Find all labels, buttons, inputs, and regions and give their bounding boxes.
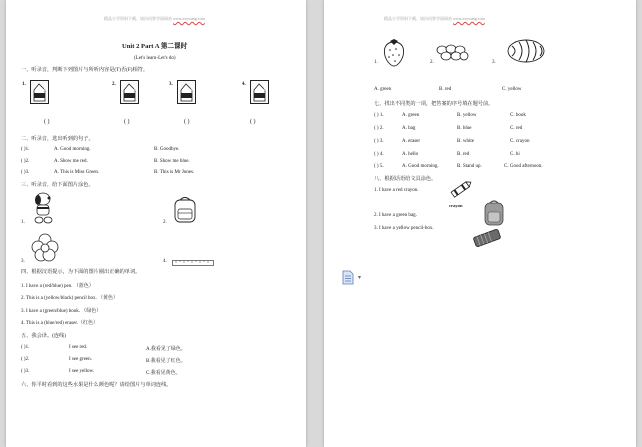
option-b: B. This is Mr Jones.	[154, 170, 195, 175]
option-a: A. Show me red.	[54, 159, 88, 164]
section-5-heading: 五、我会译。(连线)	[21, 333, 66, 339]
chevron-down-icon[interactable]: ▾	[358, 275, 362, 281]
exercise-line: 1. I have a red crayon.	[374, 188, 419, 193]
question-number: ( )2.	[21, 159, 30, 164]
document-icon[interactable]	[342, 270, 354, 290]
chinese-sentence: C.我看见黄色。	[146, 371, 181, 376]
crayon-picture	[448, 178, 474, 205]
question-number: ( )1.	[21, 147, 30, 152]
fruit-label: 1.	[374, 60, 378, 65]
section-8-heading: 八、根据话语给文具涂色。	[374, 176, 437, 182]
question-number: ( ) 3.	[374, 139, 384, 144]
question-number: ( )3.	[21, 369, 30, 374]
option-b: B. Show me blue.	[154, 159, 190, 164]
option-b: B. Stand up.	[457, 164, 482, 169]
picture-label: 4.	[163, 259, 167, 264]
header-link[interactable]: www.zxywang.com	[173, 16, 205, 21]
option-c: C. book	[510, 113, 526, 118]
crayon-number: 4.	[242, 82, 246, 87]
option-a: A. hello	[402, 152, 419, 157]
option-c: C. Good afternoon.	[504, 164, 543, 169]
crayon-number: 2.	[112, 82, 116, 87]
crayon-word: 红色	[39, 88, 47, 93]
grapes-picture	[436, 42, 470, 69]
option-a: A. green	[402, 113, 420, 118]
option-c: C. crayon	[510, 139, 530, 144]
section-1-heading: 一、听录音，判断下列图片与所听内容是(T)否(F)相符。	[21, 67, 149, 73]
answer-blank[interactable]: ( )	[124, 119, 130, 125]
page-title: Unit 2 Part A 第二课时	[122, 43, 188, 50]
color-option: C. yellow	[502, 87, 522, 92]
page-header	[104, 16, 205, 22]
header-link[interactable]: www.zxywang.com	[453, 16, 485, 21]
option-a: A. Good morning.	[54, 147, 91, 152]
question-number: ( ) 4.	[374, 152, 384, 157]
crayon-number: 3.	[169, 82, 173, 87]
pencil-box-picture	[472, 228, 502, 253]
chinese-sentence: A.我看见了绿色。	[146, 347, 186, 352]
header-text: 精品小学资料下载，请访问智学园网站	[384, 16, 453, 21]
option-c: C. hi	[510, 152, 520, 157]
answer-blank[interactable]: ( )	[44, 119, 50, 125]
option-c: C. red	[510, 126, 523, 131]
crayon-number: 1.	[22, 82, 26, 87]
picture-label: 1.	[21, 220, 25, 225]
answer-blank[interactable]: ( )	[184, 119, 190, 125]
page-subtitle: (Let's learn-Let's do)	[134, 56, 176, 61]
chinese-sentence: B.我看见了红色。	[146, 359, 186, 364]
backpack-picture	[171, 195, 199, 230]
question-number: ( ) 2.	[374, 126, 384, 131]
option-a: A. Good morning.	[402, 164, 439, 169]
crayon-word: 黄色	[129, 88, 137, 93]
option-b: B. red	[457, 152, 470, 157]
fruit-label: 3.	[492, 60, 496, 65]
section-4-heading: 四、根据汉语提示，为下面的图片圈出正确的单词。	[21, 269, 141, 275]
document-page-1	[6, 0, 306, 447]
ruler-picture	[172, 253, 214, 271]
english-sentence: I see green.	[69, 357, 92, 362]
english-sentence: I see red.	[69, 345, 88, 350]
exercise-line: 3. I have a yellow pencil-box.	[374, 226, 434, 231]
picture-label: 3.	[21, 259, 25, 264]
crayon-word: 绿色	[259, 88, 267, 93]
answer-blank[interactable]: ( )	[250, 119, 256, 125]
english-sentence: I see yellow.	[69, 369, 95, 374]
option-a: A. This is Miss Green.	[54, 170, 100, 175]
question-number: ( )2.	[21, 357, 30, 362]
option-a: A. eraser	[402, 139, 421, 144]
question-number: ( )3.	[21, 170, 30, 175]
exercise-line: 2. I have a green bag.	[374, 213, 417, 218]
color-option: B. red	[439, 87, 452, 92]
picture-label: 2.	[163, 220, 167, 225]
option-b: B. blue	[457, 126, 472, 131]
watermelon-picture	[506, 38, 546, 69]
question-number: ( ) 5.	[374, 164, 384, 169]
flower-picture	[30, 232, 60, 267]
crayon-word: 蓝色	[186, 88, 194, 93]
page-header	[384, 16, 485, 22]
option-b: B. Goodbye.	[154, 147, 180, 152]
header-text: 精品小学资料下载，请访问智学园网站	[104, 16, 173, 21]
color-option: A. green	[374, 87, 392, 92]
strawberry-picture	[380, 38, 408, 73]
dog-picture	[28, 190, 58, 231]
option-b: B. yellow	[457, 113, 477, 118]
exercise-line: 1. I have a (red/blue) pen. （蓝色）	[21, 284, 94, 289]
option-a: A. bag	[402, 126, 416, 131]
option-b: B. white	[457, 139, 474, 144]
document-page-2	[324, 0, 636, 447]
exercise-line: 2. This is a (yellow/black) pencil box. （黄色）	[21, 296, 118, 301]
section-7-heading: 七、找出不同类的一项，把答案的序号填在题号前。	[374, 101, 494, 107]
question-number: ( ) 1.	[374, 113, 384, 118]
exercise-line: 4. This is a (blue/red) eraser.（红色）	[21, 321, 98, 326]
section-3-heading: 三、听录音，给下面图片涂色。	[21, 182, 94, 188]
question-number: ( )1.	[21, 345, 30, 350]
crayon-label: crayon	[449, 203, 463, 208]
fruit-label: 2.	[430, 60, 434, 65]
section-6-heading: 六、你平时看到的这些水果是什么颜色呢？请给图片与单词连线。	[21, 382, 172, 388]
section-2-heading: 二、听录音，选出听到的句子。	[21, 136, 94, 142]
exercise-line: 3. I have a (green/blue) book. （绿色）	[21, 309, 102, 314]
